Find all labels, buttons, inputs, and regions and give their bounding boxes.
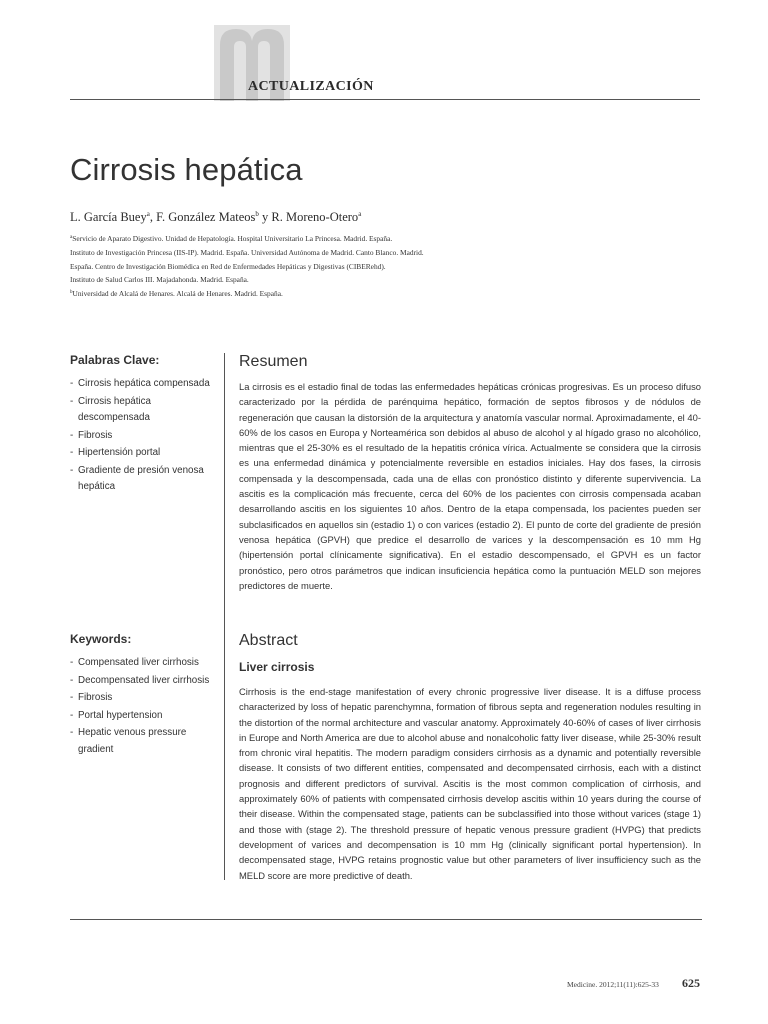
journal-citation: Medicine. 2012;11(11):625-33 [567,980,659,989]
keyword-item: - Fibrosis [70,428,220,445]
abstract-text: Cirrhosis is the end-stage manifestation of every chronic progressive liver disease. It is a diffuse process characterized by loss of hepatic parenchymna, formation of fibrous septa and regeneration nodules resulting in the distortion of the normal architecture and vascular anatomy. Approximately 40-60% of cases of liver cirrhosis in Europe and North America are due to alcohol abuse and nonalcoholic fatty liver disease, while 25-30% result from chronic viral hepatitis. The modern paradigm considers cirrhosis as a dynamic and potentially reversible disease. It consists of two different entities, compensated and decompensated cirrhosis, each with a distinct prognosis and different predictors of survival. Ascitis is the most common complication of cirrhosis, and approximately 60% of patients with compensated cirrhosis develop ascitis within 10 years during the course of their disease. Within the compensated stage, patients can be subclassified into those without varices (stage 1) and those with (stage 2). The threshold pressure of hepatic venous pressure gradient (HVPG) that predicts development of varices and decompensation is 10 mm Hg (clinically significant portal hypertension). In decompensated stage, HVPG retains prognostic value but other parameters of liver insufficiency such as the MELD score are more predictive of death. [239,686,701,881]
affiliation-line [70,273,690,287]
author-list [70,210,361,225]
affiliation-line [70,246,690,260]
affiliation-text: Instituto de Investigación Princesa (IIS-IP). Madrid. España. Universidad Autónoma de Madrid. Canto Blanco. Madrid. [70,247,424,257]
author-separator: , [149,210,157,224]
keyword-item: - Portal hypertension [70,708,220,725]
affiliation-mark: b [70,290,73,296]
author-separator: y [258,210,272,224]
author-affiliation-mark: a [358,210,362,218]
affiliation-mark: a [70,235,73,240]
abstract-heading: Abstract [239,632,298,649]
affiliation-text: Servicio de Aparato Digestivo. Unidad de Hepatología. Hospital Universitario La Princesa. Madrid. España. [72,234,393,243]
keyword-item: - Gradiente de presión venosa hepática [70,463,220,496]
keyword-item: - Hipertensión portal [70,445,220,462]
author-name: F. González Mateos [156,210,256,224]
affiliation-line [70,260,690,274]
keyword-item: - Decompensated liver cirrhosis [70,673,220,690]
keywords-en-list [70,655,220,759]
keywords-es-heading: Palabras Clave: [70,353,160,367]
affiliations [70,232,690,301]
affiliation-line [70,232,690,246]
affiliation-line [70,287,690,301]
affiliation-text: Instituto de Salud Carlos III. Majadahonda. Madrid. España. [70,275,249,285]
author-name: R. Moreno-Otero [271,210,359,224]
author-affiliation-mark: a [146,210,150,218]
affiliation-text: España. Centro de Investigación Biomédica en Red de Enfermedades Hepáticas y Digestivas (CIBERehd). [70,261,386,271]
keyword-item: - Cirrosis hepática compensada [70,376,220,393]
page-number: 625 [682,976,700,990]
author-affiliation-mark: b [255,210,259,218]
article-title: Cirrosis hepática [70,152,303,187]
keyword-item: - Hepatic venous pressure gradient [70,725,220,758]
keywords-en-heading: Keywords: [70,632,132,646]
affiliation-text: Universidad de Alcalá de Henares. Alcalá de Henares. Madrid. España. [72,289,283,299]
keyword-item: - Cirrosis hepática descompensada [70,394,220,427]
keyword-item: - Compensated liver cirrhosis [70,655,220,672]
resumen-text: La cirrosis es el estadio final de todas las enfermedades hepáticas crónicas progresivas. Es un proceso difuso caracterizado por la pérdida de parénquima hepático, formación de septos fibrosos y de nódulos de regeneración que causan la distorsión de la arquitectura y anatomía vascular normal. Aproximadamente, el 40-60% de los casos en Europa y Norteamérica son debidos al abuso de alcohol y al hígado graso no alcohólico, mientras que el 25-30% es el resultado de la hepatitis crónica vírica. Actualmente se considera que la cirrosis es una enfermedad dinámica y potencialmente reversible en estadios iniciales. Hay dos fases, la cirrosis compensada y la descompensada, cada una de ellas con pronóstico distinto y diferente supervivencia. La ascitis es la complicación más frecuente, cerca del 60% de los pacientes con cirrosis compensada acaban desarrollando ascitis en los siguientes 10 años. Dentro de la etapa compensada, los pacientes pueden ser subclasificados en aquellos sin (estadio 1) o con varices (estadio 2). El punto de corte del gradiente de presión venosa hepática (GPVH) que predice el desarrollo de varices y la descompensación es 10 mm Hg (hipertensión portal clínicamente significativa). En el estadio descompensado, el GPVH es un factor pronóstico, pero otros parámetros que indican insuficiencia hepática como la puntuación MELD son mejores predictores de muerte. [239,381,701,591]
keywords-es-list [70,376,220,497]
keyword-item: - Fibrosis [70,690,220,707]
header-divider [70,99,700,100]
section-label: ACTUALIZACIÓN [248,79,374,94]
resumen-heading: Resumen [239,353,308,370]
footer-divider [70,919,702,920]
column-divider [224,353,225,880]
abstract-subheading: Liver cirrosis [239,660,315,674]
author-name: L. García Buey [70,210,147,224]
